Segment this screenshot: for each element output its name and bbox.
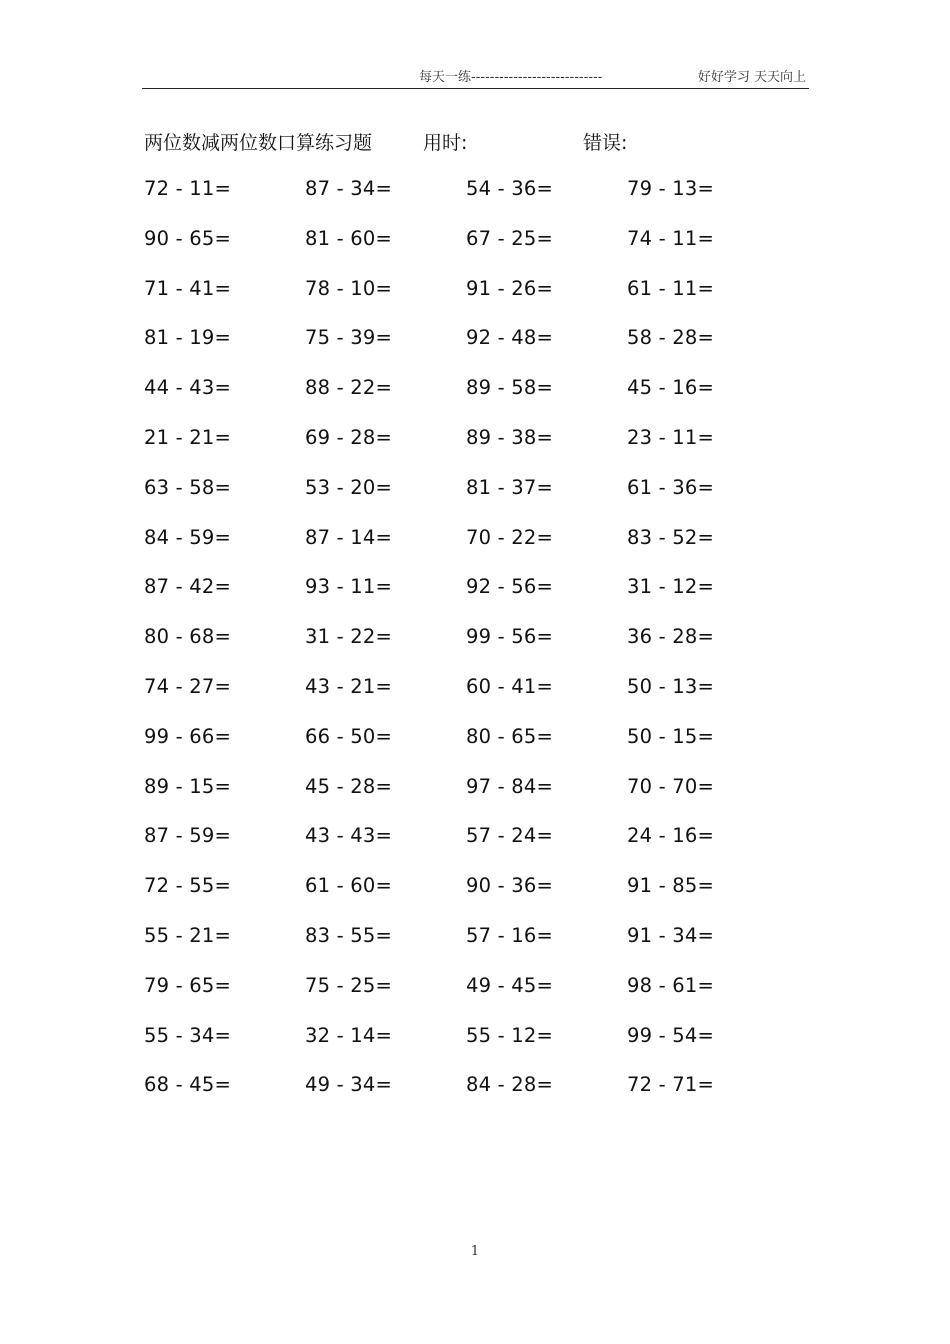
problem-item: 61 - 60= — [305, 874, 392, 898]
problem-item: 24 - 16= — [627, 824, 714, 848]
header-right-text: 好好学习 天天向上 — [697, 70, 806, 85]
problem-item: 60 - 41= — [466, 674, 553, 698]
problem-item: 99 - 56= — [466, 625, 553, 649]
problem-row — [0, 277, 950, 327]
page-number: 1 — [470, 1244, 480, 1259]
problem-item: 67 - 25= — [466, 226, 553, 250]
problem-item: 43 - 43= — [305, 824, 392, 848]
problem-item: 57 - 16= — [466, 923, 553, 947]
problem-item: 74 - 11= — [627, 226, 714, 250]
problem-item: 83 - 55= — [305, 923, 392, 947]
problem-row — [0, 476, 950, 526]
problem-item: 83 - 52= — [627, 525, 714, 549]
problem-item: 68 - 45= — [144, 1073, 231, 1097]
problem-item: 71 - 41= — [144, 276, 231, 300]
problem-item: 74 - 27= — [144, 674, 231, 698]
problem-item: 32 - 14= — [305, 1023, 392, 1047]
problem-item: 84 - 59= — [144, 525, 231, 549]
problem-item: 90 - 65= — [144, 226, 231, 250]
problem-row — [0, 177, 950, 227]
problem-item: 92 - 56= — [466, 575, 553, 599]
problem-item: 23 - 11= — [627, 425, 714, 449]
problem-row — [0, 1024, 950, 1074]
problem-item: 99 - 54= — [627, 1023, 714, 1047]
problem-grid — [0, 177, 950, 1123]
problem-item: 98 - 61= — [627, 973, 714, 997]
problem-row — [0, 227, 950, 277]
problem-item: 36 - 28= — [627, 625, 714, 649]
problem-item: 87 - 59= — [144, 824, 231, 848]
problem-row — [0, 575, 950, 625]
problem-row — [0, 326, 950, 376]
problem-row — [0, 625, 950, 675]
problem-item: 49 - 34= — [305, 1073, 392, 1097]
problem-item: 81 - 37= — [466, 475, 553, 499]
problem-row — [0, 376, 950, 426]
problem-item: 66 - 50= — [305, 724, 392, 748]
problem-item: 80 - 65= — [466, 724, 553, 748]
problem-item: 79 - 13= — [627, 177, 714, 200]
problem-item: 97 - 84= — [466, 774, 553, 798]
problem-row — [0, 675, 950, 725]
problem-row — [0, 1073, 950, 1123]
problem-item: 89 - 58= — [466, 376, 553, 400]
problem-row — [0, 775, 950, 825]
problem-row — [0, 526, 950, 576]
problem-item: 70 - 22= — [466, 525, 553, 549]
problem-row — [0, 974, 950, 1024]
problem-item: 91 - 26= — [466, 276, 553, 300]
problem-item: 57 - 24= — [466, 824, 553, 848]
time-used-label: 用时: — [423, 132, 468, 154]
problem-item: 75 - 25= — [305, 973, 392, 997]
problem-item: 31 - 12= — [627, 575, 714, 599]
problem-item: 81 - 19= — [144, 326, 231, 350]
problem-item: 75 - 39= — [305, 326, 392, 350]
problem-item: 78 - 10= — [305, 276, 392, 300]
errors-label: 错误: — [583, 132, 628, 154]
problem-item: 72 - 11= — [144, 177, 231, 200]
problem-item: 89 - 15= — [144, 774, 231, 798]
problem-item: 55 - 34= — [144, 1023, 231, 1047]
problem-item: 90 - 36= — [466, 874, 553, 898]
problem-row — [0, 824, 950, 874]
problem-item: 58 - 28= — [627, 326, 714, 350]
problem-item: 53 - 20= — [305, 475, 392, 499]
problem-item: 84 - 28= — [466, 1073, 553, 1097]
problem-item: 81 - 60= — [305, 226, 392, 250]
problem-item: 45 - 28= — [305, 774, 392, 798]
problem-item: 87 - 34= — [305, 177, 392, 200]
problem-item: 55 - 12= — [466, 1023, 553, 1047]
problem-item: 61 - 36= — [627, 475, 714, 499]
problem-item: 50 - 13= — [627, 674, 714, 698]
page-header — [142, 66, 809, 89]
problem-item: 54 - 36= — [466, 177, 553, 200]
problem-row — [0, 924, 950, 974]
problem-item: 80 - 68= — [144, 625, 231, 649]
problem-item: 72 - 71= — [627, 1073, 714, 1097]
problem-item: 21 - 21= — [144, 425, 231, 449]
problem-item: 63 - 58= — [144, 475, 231, 499]
problem-item: 44 - 43= — [144, 376, 231, 400]
problem-item: 72 - 55= — [144, 874, 231, 898]
problem-item: 49 - 45= — [466, 973, 553, 997]
problem-item: 55 - 21= — [144, 923, 231, 947]
problem-item: 91 - 34= — [627, 923, 714, 947]
title-row — [0, 128, 950, 156]
problem-row — [0, 725, 950, 775]
problem-item: 87 - 42= — [144, 575, 231, 599]
header-left-text: 每天一练---------------------------- — [419, 70, 603, 85]
problem-item: 87 - 14= — [305, 525, 392, 549]
problem-row — [0, 874, 950, 924]
problem-item: 61 - 11= — [627, 276, 714, 300]
problem-item: 88 - 22= — [305, 376, 392, 400]
problem-item: 69 - 28= — [305, 425, 392, 449]
problem-item: 93 - 11= — [305, 575, 392, 599]
problem-item: 43 - 21= — [305, 674, 392, 698]
problem-item: 91 - 85= — [627, 874, 714, 898]
problem-item: 70 - 70= — [627, 774, 714, 798]
problem-item: 92 - 48= — [466, 326, 553, 350]
worksheet-title: 两位数减两位数口算练习题 — [144, 132, 373, 154]
problem-item: 31 - 22= — [305, 625, 392, 649]
problem-item: 89 - 38= — [466, 425, 553, 449]
problem-item: 99 - 66= — [144, 724, 231, 748]
problem-row — [0, 426, 950, 476]
problem-item: 50 - 15= — [627, 724, 714, 748]
problem-item: 79 - 65= — [144, 973, 231, 997]
problem-item: 45 - 16= — [627, 376, 714, 400]
